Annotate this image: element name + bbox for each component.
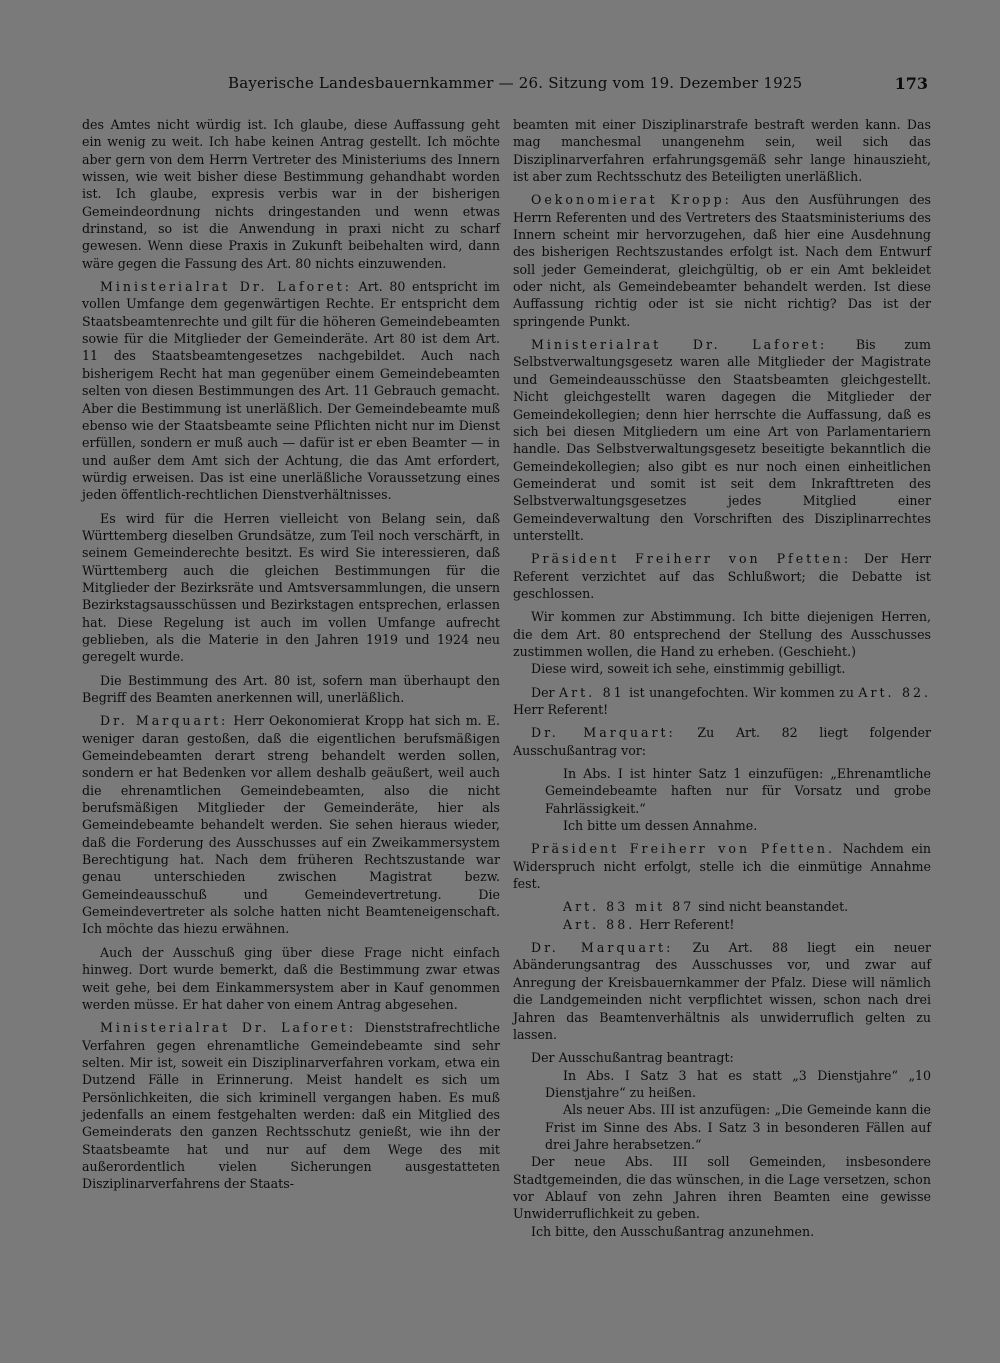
right-column bbox=[513, 116, 931, 1246]
paragraph: Die Bestimmung des Art. 80 ist, sofern man überhaupt den Begriff des Beamten anerkennen will, unerläßlich. bbox=[82, 672, 500, 705]
paragraph-text: Herr Referent! bbox=[635, 916, 735, 932]
paragraph-text: Zu Art. 88 liegt ein neuer Abänderungsantrag des Ausschusses vor, und zwar auf Anregung der Kreisbauernkammer der Pfalz. Diese will nämlich die Landgemeinden nicht verpflichtet wissen, schon nach drei Jahren das Beamtenverhältnis als unwiderruflich gelten zu lassen. bbox=[513, 940, 931, 1042]
paragraph: Wir kommen zur Abstimmung. Ich bitte diejenigen Herren, die dem Art. 80 entsprechend der Stellung des Ausschusses zustimmen wollen, die Hand zu erheben. (Geschieht.) bbox=[513, 609, 931, 659]
paragraph bbox=[513, 336, 931, 544]
motion-quote: Als neuer Abs. III ist anzufügen: „Die Gemeinde kann die Frist im Sinne des Abs. I Satz 3 in besonderen Fällen auf drei Jahre herabsetzen.“ bbox=[545, 1102, 931, 1152]
paragraph bbox=[513, 840, 931, 892]
speaker-name: Dr. Marquart: bbox=[531, 940, 674, 956]
paragraph bbox=[513, 724, 931, 759]
paragraph: Ich bitte um dessen Annahme. bbox=[563, 818, 758, 834]
paragraph: Der Ausschußantrag beantragt: bbox=[531, 1050, 734, 1066]
speaker-name: Präsident Freiherr von Pfetten. bbox=[531, 841, 835, 857]
paragraph-text: ist unangefochten. Wir kommen zu bbox=[624, 684, 859, 700]
paragraph-text: Der bbox=[531, 684, 560, 700]
paragraph-text: Herr Referent! bbox=[513, 702, 609, 717]
paragraph bbox=[513, 191, 931, 330]
paragraph: des Amtes nicht würdig ist. Ich glaube, diese Auffassung geht ein wenig zu weit. Ich habe keinen Antrag gestellt. Ich möchte aber gern von dem Herrn Vertreter des Ministeriums des Innern wissen, wie weit bisher diese Bestimmung gehandhabt worden ist. Ich glaube, expresis verbis war in der bisherigen Gemeindeordnung nichts dringestanden und wenn etwas drinstand, so ist die Anwendung in praxi nicht zu scharf gewesen. Wenn diese Praxis in Zukunft beibehalten wird, dann wäre gegen die Fassung des Art. 80 nichts einzuwenden. bbox=[82, 117, 500, 271]
paragraph: Der neue Abs. III soll Gemeinden, insbesondere Stadtgemeinden, die das wünschen, in die Lage versetzen, schon vor Ablauf von zehn Jahren ihren Beamten eine gewisse Unwiderruflichkeit zu geben. bbox=[513, 1154, 931, 1222]
paragraph: beamten mit einer Disziplinarstrafe bestraft werden kann. Das mag manchesmal unangenehm sein, weil sich das Disziplinarverfahren erfahrungsgemäß sehr lange hinauszieht, ist aber zum Rechtsschutz des Beteiligten unerläßlich. bbox=[513, 117, 931, 185]
speaker-name: Ministerialrat Dr. Laforet: bbox=[100, 279, 353, 295]
article-reference: Art. 81 bbox=[559, 684, 625, 700]
paragraph: Ich bitte, den Ausschußantrag anzunehmen. bbox=[531, 1223, 815, 1239]
running-title: Bayerische Landesbauernkammer — 26. Sitzung vom 19. Dezember 1925 bbox=[228, 74, 803, 92]
speaker-name: Oekonomierat Kropp: bbox=[531, 192, 732, 208]
page-number: 173 bbox=[894, 74, 928, 93]
article-reference: Art. 88. bbox=[563, 916, 636, 932]
paragraph-text: Bis zum Selbstverwaltungsgesetz waren alle Mitglieder der Magistrate und Gemeindeausschüsse den Staatsbeamten gleichgestellt. Nicht gleichgestellt waren dagegen die Mitglieder der Gemeindekollegien; denn hier herrschte die Auffassung, daß es sich bei diesen Mitgliedern um eine Art von Parlamentariern handle. Das Selbstverwaltungsgesetz beseitigte bekanntlich die Gemeindekollegien; also gibt es nur noch einen einheitlichen Gemeinderat und somit ist seit dem Inkrafttreten des Selbstverwaltungsgesetzes jedes Mitglied einer Gemeindeverwaltung den Vorschriften des Disziplinarrechtes unterstellt. bbox=[513, 337, 931, 543]
speaker-name: Präsident Freiherr von Pfetten: bbox=[531, 551, 852, 567]
paragraph bbox=[82, 278, 500, 503]
article-reference: Art. 82. bbox=[858, 684, 931, 700]
left-column bbox=[82, 116, 500, 1199]
paragraph bbox=[513, 898, 931, 915]
paragraph bbox=[513, 939, 931, 1043]
speaker-name: Ministerialrat Dr. Laforet: bbox=[531, 337, 828, 353]
motion-quote: In Abs. I Satz 3 hat es statt „3 Dienstjahre“ „10 Dienstjahre“ zu heißen. bbox=[545, 1067, 931, 1100]
paragraph bbox=[513, 684, 931, 719]
paragraph-text: Dienststrafrechtliche Verfahren gegen ehrenamtliche Gemeindebeamte sind sehr selten. Mir ist, soweit ein Disziplinarverfahren vorkam, etwa ein Dutzend Fälle in Erinnerung. Meist handelt es sich um Persönlichkeiten, die sich kriminell vergangen haben. Es muß jedenfalls an einem festgehalten werden: daß ein Mitglied des Gemeinderats den ganzen Rechtsschutz genießt, wie ihn der Staatsbeamte hat und nur auf dem Wege des mit außerordentlich vielen Sicherungen ausgestatteten Disziplinarverfahrens der Staats- bbox=[82, 1020, 500, 1192]
paragraph-text: sind nicht beanstandet. bbox=[694, 899, 849, 915]
paragraph bbox=[82, 1019, 500, 1192]
article-reference: Art. 83 mit 87 bbox=[563, 899, 695, 915]
paragraph: Diese wird, soweit ich sehe, einstimmig gebilligt. bbox=[531, 661, 846, 677]
paragraph-text: Art. 80 entspricht im vollen Umfange dem gegenwärtigen Rechte. Er entspricht dem Staatsbeamtenrechte und gilt für die höheren Gemeindebeamten sowie für die Mitglieder der Gemeinderäte. Art 80 ist dem Art. 11 des Staatsbeamtengesetzes nachgebildet. Auch nach bisherigem Recht hat man gegenüber einem Gemeindebeamten selten von diesen Bestimmungen des Art. 11 Gebrauch gemacht. Aber die Bestimmung ist unerläßlich. Der Gemeindebeamte muß ebenso wie der Staatsbeamte seine Pflichten nicht nur im Dienst erfüllen, sondern er muß auch — dafür ist er eben Beamter — in und außer dem Amt sich der Achtung, die das Amt erfordert, würdig erweisen. Das ist eine unerläßliche Voraussetzung eines jeden öffentlich-rechtlichen Dienstverhältnisses. bbox=[82, 279, 500, 503]
speaker-name: Ministerialrat Dr. Laforet: bbox=[100, 1020, 357, 1036]
page-header bbox=[228, 74, 928, 98]
paragraph bbox=[513, 916, 931, 933]
paragraph-text: Nachdem ein Widerspruch nicht erfolgt, stelle ich die einmütige Annahme fest. bbox=[513, 841, 931, 892]
speaker-name: Dr. Marquart: bbox=[100, 713, 229, 729]
paragraph: Es wird für die Herren vielleicht von Belang sein, daß Württemberg dieselben Grundsätze, zum Teil noch verschärft, in seinem Gemeinderechte besitzt. Es wird Sie interessieren, daß Württemberg auch die gleichen Bestimmungen für die Mitglieder der Bezirksräte und Amtsversammlungen, die unsern Bezirkstagsausschüssen und Bezirkstagen entsprechen, erlassen hat. Diese Regelung ist auch im vollen Umfange aufrecht geblieben, als die Materie in den Jahren 1919 und 1924 neu geregelt wurde. bbox=[82, 510, 500, 665]
paragraph-text: Der Herr Referent verzichtet auf das Schlußwort; die Debatte ist geschlossen. bbox=[513, 551, 931, 601]
paragraph bbox=[513, 550, 931, 602]
paragraph-text: Zu Art. 82 liegt folgender Ausschußantrag vor: bbox=[513, 725, 931, 758]
paragraph-text: Aus den Ausführungen des Herrn Referenten und des Vertreters des Staatsministeriums des Innern scheint mir hervorzugehen, daß hier eine Ausdehnung des bisherigen Rechtszustandes erfolgt ist. Nach dem Entwurf soll jeder Gemeinderat, gleichgültig, ob er ein Amt bekleidet oder nicht, als Gemeindebeamter behandelt werden. Ist diese Auffassung richtig oder ist sie nicht richtig? Das ist der springende Punkt. bbox=[513, 192, 931, 329]
paragraph: Auch der Ausschuß ging über diese Frage nicht einfach hinweg. Dort wurde bemerkt, daß die Bestimmung zwar etwas weit gehe, bei dem Einkammersystem aber in Kauf genommen werden müsse. Er hat daher von einem Antrag abgesehen. bbox=[82, 944, 500, 1012]
paragraph-text: Herr Oekonomierat Kropp hat sich m. E. weniger daran gestoßen, daß die eigentlichen berufsmäßigen Gemeindebeamten derart streng behandelt werden sollen, sondern er hat Bedenken vor allem deshalb geäußert, weil auch die ehrenamtlichen Gemeindebeamten, also die nicht berufsmäßigen Mitglieder der Gemeinderäte, hier als Gemeindebeamte behandelt werden. Sie sehen hieraus wieder, daß die Forderung des Ausschusses auf ein Zweikammersystem Berechtigung hat. Nach dem früheren Rechtszustande war genau unterschieden zwischen Magistrat bezw. Gemeindeausschuß und Gemeindevertretung. Die Gemeindevertreter als solche hatten nicht Beamteneigenschaft. Ich möchte das hiezu erwähnen. bbox=[82, 713, 500, 937]
speaker-name: Dr. Marquart: bbox=[531, 725, 676, 741]
paragraph bbox=[82, 712, 500, 937]
motion-quote: In Abs. I ist hinter Satz 1 einzufügen: „Ehrenamtliche Gemeindebeamte haften nur für Vorsatz und grobe Fahrlässigkeit.“ bbox=[545, 766, 931, 816]
